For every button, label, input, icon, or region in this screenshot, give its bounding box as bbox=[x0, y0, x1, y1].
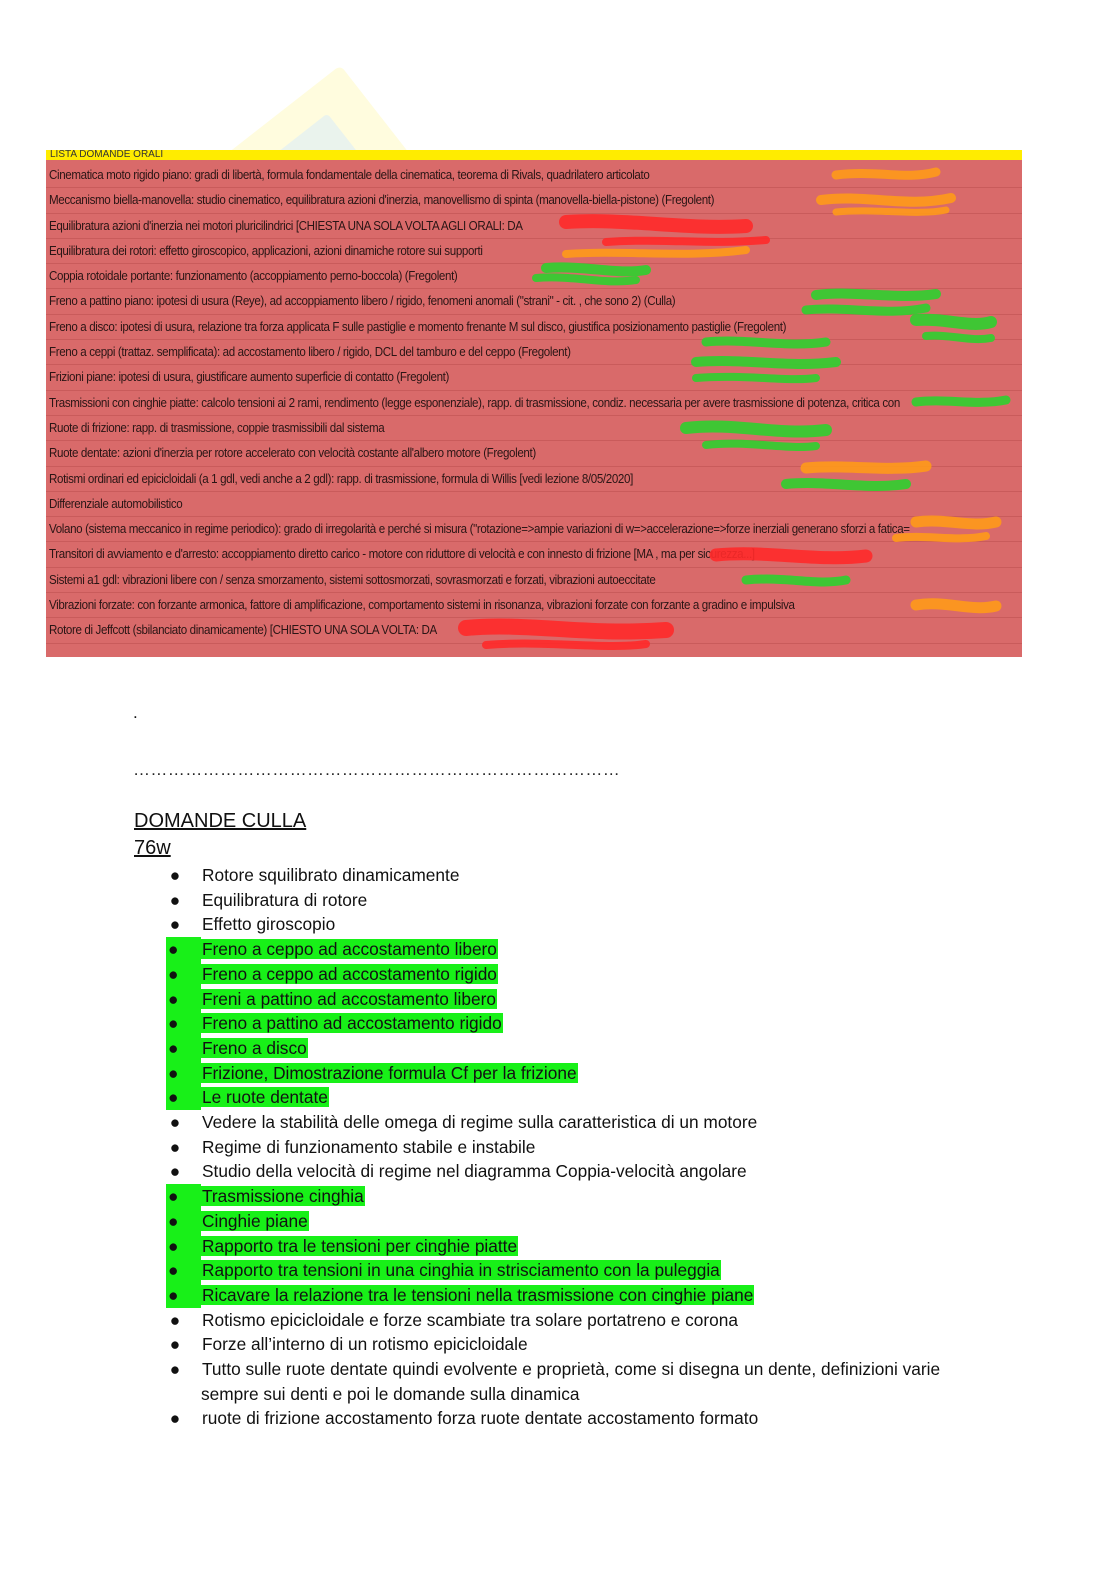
list-item bbox=[166, 1406, 966, 1431]
list-item bbox=[166, 1061, 966, 1086]
dotted-separator: ………………………………………………………………………… bbox=[133, 760, 621, 779]
sheet-row bbox=[46, 593, 1022, 618]
list-item bbox=[166, 1085, 966, 1110]
bullet-icon: ● bbox=[166, 1061, 201, 1086]
bullet-icon: ● bbox=[166, 1184, 201, 1209]
list-item-text: Freno a disco bbox=[202, 1037, 307, 1058]
sheet-row bbox=[46, 188, 1022, 213]
list-item-text: Regime di funzionamento stabile e instabile bbox=[202, 1136, 536, 1157]
list-item bbox=[166, 1184, 966, 1209]
bullet-icon: ● bbox=[169, 1408, 181, 1429]
list-item-text: Equilibratura di rotore bbox=[202, 889, 368, 910]
bullet-icon: ● bbox=[166, 1258, 201, 1283]
list-item-text: Rotore squilibrato dinamicamente bbox=[202, 865, 460, 885]
list-item bbox=[166, 1135, 966, 1160]
sheet-row-text: Differenziale automobilistico bbox=[49, 496, 183, 511]
list-item bbox=[166, 1332, 966, 1357]
stray-dot: . bbox=[133, 703, 138, 722]
list-item-text: Frizione, Dimostrazione formula Cf per la frizione bbox=[202, 1062, 577, 1083]
bullet-icon: ● bbox=[169, 1334, 181, 1355]
bullet-icon: ● bbox=[166, 1209, 201, 1234]
list-item-text: Vedere la stabilità delle omega di regime sulla caratteristica di un motore bbox=[202, 1112, 758, 1133]
sheet-row bbox=[46, 289, 1022, 314]
sheet-row bbox=[46, 416, 1022, 441]
list-item bbox=[166, 1209, 966, 1234]
list-item bbox=[166, 1011, 966, 1036]
list-item bbox=[166, 962, 966, 987]
list-item-text: Freno a ceppo ad accostamento rigido bbox=[202, 963, 497, 984]
list-item-text: Effetto giroscopio bbox=[202, 914, 336, 935]
sheet-row bbox=[46, 264, 1022, 289]
list-item bbox=[166, 1159, 966, 1184]
sheet-header: LISTA DOMANDE ORALI bbox=[46, 150, 1022, 160]
sheet-row-text: Frizioni piane: ipotesi di usura, giustificare aumento superficie di contatto (Fregolent) bbox=[49, 370, 450, 385]
bullet-icon: ● bbox=[169, 1136, 181, 1157]
sheet-row-text: Freno a pattino piano: ipotesi di usura (Reye), ad accoppiamento libero / rigido, fenomeni anomali ("strani" - cit. , che sono 2) (Culla) bbox=[49, 294, 676, 309]
sheet-row-text: Transitori di avviamento e d'arresto: accoppiamento diretto carico - motore con riduttore di velocità e con innesto di frizione [MA , ma per sicurezza...] bbox=[49, 547, 755, 562]
bullet-icon: ● bbox=[166, 1036, 201, 1061]
sheet-row bbox=[46, 441, 1022, 466]
list-item bbox=[166, 1234, 966, 1259]
oral-questions-sheet bbox=[46, 150, 1022, 657]
list-item bbox=[166, 1283, 966, 1308]
list-item bbox=[166, 1110, 966, 1135]
sheet-row bbox=[46, 365, 1022, 390]
list-item-text: Studio della velocità di regime nel diagramma Coppia-velocità angolare bbox=[202, 1161, 747, 1182]
list-item bbox=[166, 1357, 966, 1406]
list-item-text: Freno a ceppo ad accostamento libero bbox=[202, 939, 497, 960]
bullet-icon: ● bbox=[169, 914, 181, 935]
list-item bbox=[166, 937, 966, 962]
list-item bbox=[166, 912, 966, 937]
bullet-icon: ● bbox=[166, 1085, 201, 1110]
bullet-icon: ● bbox=[169, 889, 181, 910]
list-item-text: Ricavare la relazione tra le tensioni nella trasmissione con cinghie piane bbox=[202, 1284, 754, 1305]
bullet-icon: ● bbox=[166, 1011, 201, 1036]
section-title: DOMANDE CULLA bbox=[134, 810, 307, 832]
bullet-icon: ● bbox=[166, 937, 201, 962]
list-item-text: Le ruote dentate bbox=[202, 1087, 328, 1108]
section-subtitle: 76w bbox=[134, 837, 171, 859]
list-item-text: ruote di frizione accostamento forza ruote dentate accostamento formato bbox=[202, 1408, 759, 1429]
sheet-row-text: Rotismi ordinari ed epicicloidali (a 1 gdl, vedi anche a 2 gdl): rapp. di trasmissione, formula di Willis [vedi lezione 8/05/2020] bbox=[49, 471, 633, 486]
sheet-row bbox=[46, 542, 1022, 567]
list-item-text: Trasmissione cinghia bbox=[202, 1186, 364, 1207]
sheet-row-text: Ruote dentate: azioni d'inerzia per rotore accelerato con velocità costante all'albero motore (Fregolent) bbox=[49, 446, 536, 461]
sheet-row-text: Ruote di frizione: rapp. di trasmissione, coppie trasmissibili dal sistema bbox=[49, 420, 385, 435]
bullet-icon: ● bbox=[169, 1112, 181, 1133]
list-item bbox=[166, 1258, 966, 1283]
sheet-row-text: Freno a disco: ipotesi di usura, relazione tra forza applicata F sulle pastiglie e momento frenante M sul disco, giustifica posizionamento pastiglie (Fregolent) bbox=[49, 319, 787, 334]
bullet-icon: ● bbox=[166, 1283, 201, 1308]
list-item-text: Tutto sulle ruote dentate quindi evolvente e proprietà, come si disegna un dente, definizioni varie sempre sui denti e poi le domande sulla dinamica bbox=[201, 1359, 941, 1404]
sheet-row bbox=[46, 568, 1022, 593]
bullet-icon: ● bbox=[169, 1309, 181, 1330]
list-item-text: Forze all’interno di un rotismo epicicloidale bbox=[202, 1334, 528, 1355]
sheet-row bbox=[46, 467, 1022, 492]
list-item-text: Freno a pattino ad accostamento rigido bbox=[202, 1013, 502, 1034]
list-item-text: Rotismo epicicloidale e forze scambiate tra solare portatreno e corona bbox=[202, 1309, 738, 1330]
sheet-row bbox=[46, 517, 1022, 542]
list-item bbox=[166, 1308, 966, 1333]
sheet-row-text: Freno a ceppi (trattaz. semplificata): ad accostamento libero / rigido, DCL del tamburo e del ceppo (Fregolent) bbox=[49, 345, 571, 360]
bullet-icon: ● bbox=[166, 987, 201, 1012]
sheet-row-text: Equilibratura dei rotori: effetto giroscopico, applicazioni, azioni dinamiche rotore sui supporti bbox=[49, 243, 483, 258]
bullet-icon: ● bbox=[166, 1234, 201, 1259]
list-item bbox=[166, 888, 966, 913]
list-item bbox=[166, 1036, 966, 1061]
sheet-row-text: Coppia rotoidale portante: funzionamento (accoppiamento perno-boccola) (Fregolent) bbox=[49, 269, 458, 284]
list-item-text: Freni a pattino ad accostamento libero bbox=[202, 988, 496, 1009]
bullet-icon: ● bbox=[169, 1359, 181, 1380]
sheet-row-text: Meccanismo biella-manovella: studio cinematico, equilibratura azioni d'inerzia, manovellismo di spinta (manovella-biella-pistone) (Fregolent) bbox=[49, 193, 715, 208]
sheet-row bbox=[46, 340, 1022, 365]
sheet-rows bbox=[46, 163, 1022, 644]
question-list bbox=[166, 863, 966, 1431]
sheet-row bbox=[46, 163, 1022, 188]
sheet-row bbox=[46, 315, 1022, 340]
bullet-icon: ● bbox=[166, 962, 201, 987]
sheet-row-text: Sistemi a1 gdl: vibrazioni libere con / senza smorzamento, sistemi sottosmorzati, sovrasmorzati e forzati, vibrazioni autoeccitate bbox=[49, 572, 656, 587]
sheet-row bbox=[46, 618, 1022, 643]
list-item bbox=[166, 987, 966, 1012]
sheet-row-text: Rotore di Jeffcott (sbilanciato dinamicamente) [CHIESTO UNA SOLA VOLTA: DA bbox=[49, 623, 437, 638]
bullet-icon: ● bbox=[169, 865, 181, 885]
sheet-row-text: Trasmissioni con cinghie piatte: calcolo tensioni ai 2 rami, rendimento (legge esponenziale), rapp. di trasmissione, condiz. necessaria per avere trasmissione di potenza, critica con bbox=[49, 395, 900, 410]
sheet-row-text: Vibrazioni forzate: con forzante armonica, fattore di amplificazione, comportamento sistemi in risonanza, vibrazioni forzate con forzante a gradino e impulsiva bbox=[49, 598, 795, 613]
sheet-row bbox=[46, 391, 1022, 416]
list-item-text: Rapporto tra le tensioni per cinghie piatte bbox=[202, 1235, 518, 1256]
list-item-text: Cinghie piane bbox=[202, 1210, 308, 1231]
sheet-row-text: Cinematica moto rigido piano: gradi di libertà, formula fondamentale della cinematica, teorema di Rivals, quadrilatero articolato bbox=[49, 168, 650, 182]
bullet-icon: ● bbox=[169, 1161, 181, 1182]
list-item bbox=[166, 863, 966, 888]
sheet-row-text: Volano (sistema meccanico in regime periodico): grado di irregolarità e perché si misura ("rotazione=>ampie variazioni di w=>accelerazione=>forze inerziali generano sforzi a fatica= bbox=[49, 522, 910, 537]
sheet-row bbox=[46, 214, 1022, 239]
list-item-text: Rapporto tra tensioni in una cinghia in strisciamento con la puleggia bbox=[202, 1260, 720, 1281]
sheet-row bbox=[46, 492, 1022, 517]
sheet-row-text: Equilibratura azioni d'inerzia nei motori pluricilindrici [CHIESTA UNA SOLA VOLTA AGLI ORALI: DA bbox=[49, 218, 523, 233]
sheet-row bbox=[46, 239, 1022, 264]
